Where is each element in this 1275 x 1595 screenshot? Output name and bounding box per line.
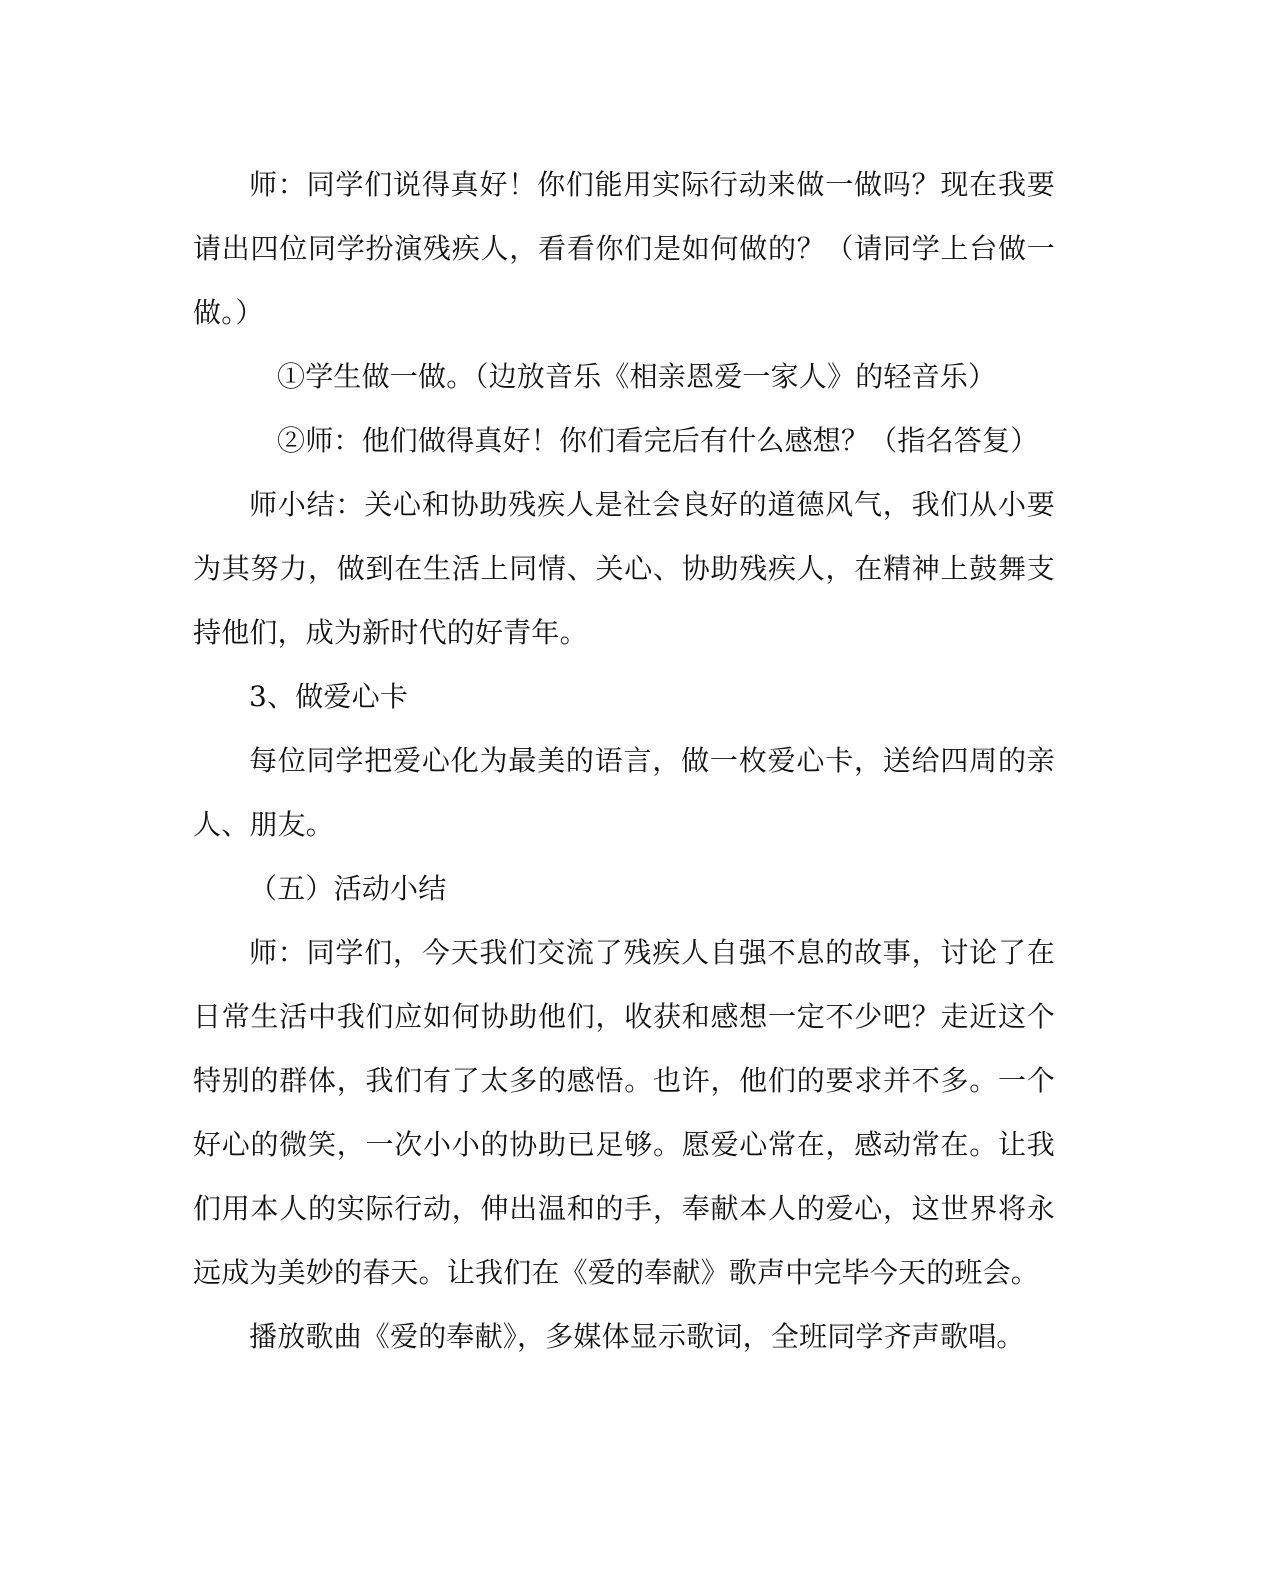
paragraph-closing-remarks: 师：同学们，今天我们交流了残疾人自强不息的故事，讨论了在日常生活中我们应如何协助他们，收获和感想一定不少吧？走近这个特别的群体，我们有了太多的感悟。也许，他们的要求并不多。一个好心的微笑，一次小小的协助已足够。愿爱心常在，感动常在。让我们用本人的实际行动，伸出温和的手，奉献本人的爱心，这世界将永远成为美妙的春天。让我们在《爱的奉献》歌声中完毕今天的班会。 <box>193 936 1055 1289</box>
section-heading-love-card: 3、做爱心卡 <box>249 680 409 713</box>
paragraph-teacher-prompt: 师：同学们说得真好！你们能用实际行动来做一做吗？现在我要请出四位同学扮演残疾人，看看你们是如何做的？（请同学上台做一做。） <box>193 168 1055 329</box>
document-body <box>193 153 1055 1369</box>
paragraph-song: 播放歌曲《爱的奉献》，多媒体显示歌词，全班同学齐声歌唱。 <box>249 1320 1025 1353</box>
paragraph-love-card: 每位同学把爱心化为最美的语言，做一枚爱心卡，送给四周的亲人、朋友。 <box>193 744 1055 841</box>
paragraph-step-1: ①学生做一做。（边放音乐《相亲恩爱一家人》的轻音乐） <box>277 360 997 393</box>
section-heading-activity-summary: （五）活动小结 <box>249 872 447 905</box>
paragraph-step-2: ②师：他们做得真好！你们看完后有什么感想？（指名答复） <box>277 424 1039 457</box>
paragraph-teacher-summary: 师小结：关心和协助残疾人是社会良好的道德风气，我们从小要为其努力，做到在生活上同情、关心、协助残疾人，在精神上鼓舞支持他们，成为新时代的好青年。 <box>193 488 1055 649</box>
